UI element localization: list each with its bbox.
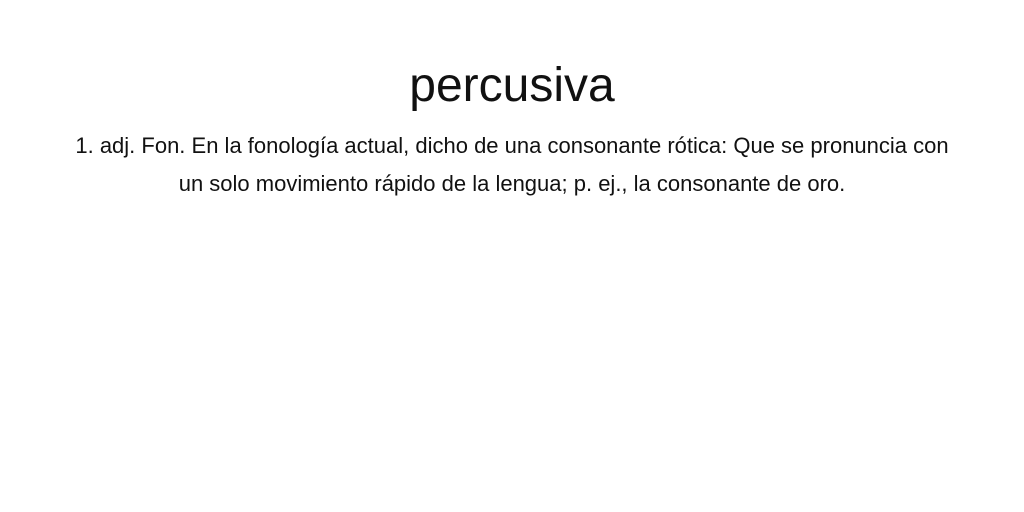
entry-definition: 1. adj. Fon. En la fonología actual, dicho de una consonante rótica: Que se pronuncia con un solo movimiento rápido de la lengua; p. ej., la consonante de oro. [75,133,949,196]
entry-headword: percusiva [409,59,615,112]
